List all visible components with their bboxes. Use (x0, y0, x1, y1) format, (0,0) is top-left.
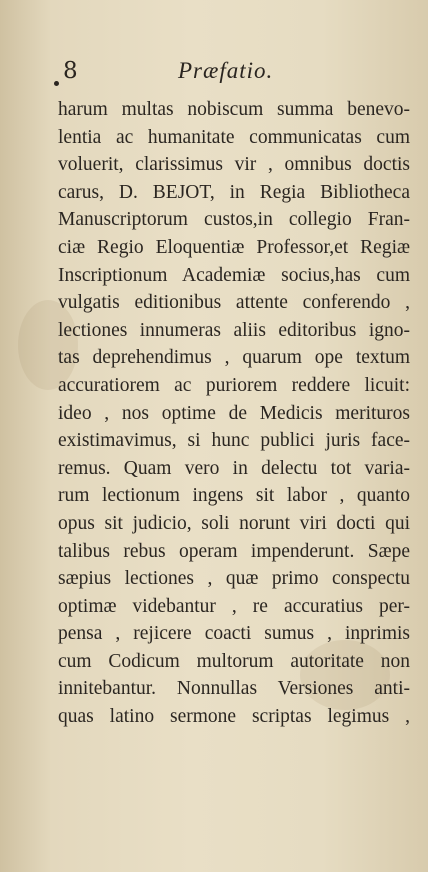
text-line: harum multas nobiscum summa benevo- (58, 99, 410, 120)
text-line: ideo , nos optime de Medicis merituros (58, 402, 410, 424)
text-line: quas latino sermone scriptas legimus , (58, 706, 410, 728)
text-line: vulgatis editionibus attente conferendo , (58, 292, 410, 314)
text-line: sæpius lectiones , quæ primo conspectu (58, 568, 410, 590)
text-line: opus sit judicio, soli norunt viri docti qui (58, 512, 410, 534)
text-line: talibus rebus operam impenderunt. Sæpe (58, 540, 410, 562)
text-line: Manuscriptorum custos,in collegio Fran- (58, 209, 410, 231)
text-line: optimæ videbantur , re accuratius per- (58, 595, 410, 617)
text-line: innitebantur. Nonnullas Versiones anti- (58, 678, 410, 700)
text-line: remus. Quam vero in delectu tot varia- (58, 457, 410, 479)
body-text (58, 96, 410, 731)
text-line: pensa , rejicere coacti sumus , inprimis (58, 623, 410, 645)
text-line: accuratiorem ac puriorem reddere licuit: (58, 374, 410, 396)
page-header (0, 58, 428, 92)
ink-dot (54, 81, 59, 86)
text-line: ciæ Regio Eloquentiæ Professor,et Regiæ (58, 236, 410, 258)
text-line: voluerit, clarissimus vir , omnibus doctis (58, 154, 410, 176)
text-line: existimavimus, si hunc publici juris face- (58, 430, 410, 452)
text-line: Inscriptionum Academiæ socius,has cum (58, 264, 410, 286)
text-line: lectiones innumeras aliis editoribus igno- (58, 319, 410, 341)
page-number: 8 (63, 58, 78, 84)
text-line: lentia ac humanitate communicatas cum (58, 126, 410, 148)
text-line: carus, D. BEJOT, in Regia Bibliotheca (58, 181, 410, 203)
text-line: rum lectionum ingens sit labor , quanto (58, 485, 410, 507)
text-line: cum Codicum multorum autoritate non (58, 650, 410, 672)
running-title: Præfatio. (178, 58, 274, 83)
text-line: tas deprehendimus , quarum ope textum (58, 347, 410, 369)
